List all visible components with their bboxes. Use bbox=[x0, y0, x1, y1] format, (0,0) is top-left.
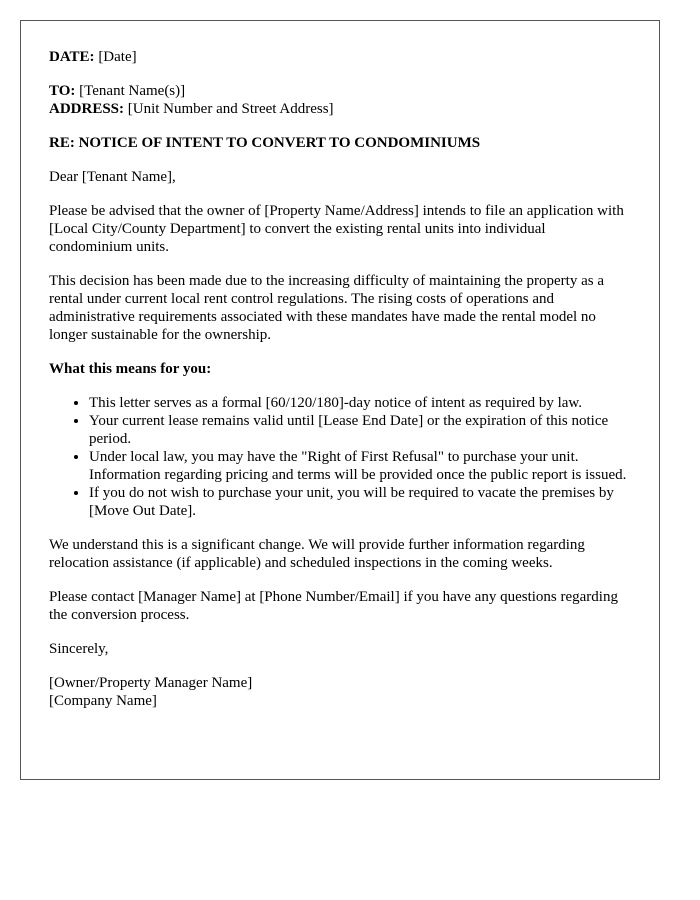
body-paragraph-2: This decision has been made due to the increasing difficulty of maintaining the property as a rental under current local rent control regulations. The rising costs of operations and administrative requirements associated with these mandates have made the rental model no longer sustainable for the ownership. bbox=[49, 273, 604, 343]
closing-paragraph-2: Please contact [Manager Name] at [Phone Number/Email] if you have any questions regarding the conversion process. bbox=[49, 589, 618, 623]
date-value: [Date] bbox=[98, 49, 137, 65]
section-heading: What this means for you: bbox=[49, 361, 212, 377]
letter-page bbox=[20, 20, 660, 780]
body-paragraph-1: Please be advised that the owner of [Property Name/Address] intends to file an application with [Local City/County Department] to convert the existing rental units into individual condominium units. bbox=[49, 203, 624, 255]
list-item: • If you do not wish to purchase your unit, you will be required to vacate the premises by [Move Out Date]. bbox=[89, 484, 631, 520]
to-value: [Tenant Name(s)] bbox=[79, 83, 186, 99]
date-label: DATE: bbox=[49, 49, 95, 65]
signoff: Sincerely, bbox=[49, 641, 109, 657]
to-line bbox=[49, 82, 631, 100]
subject-line: RE: NOTICE OF INTENT TO CONVERT TO CONDOMINIUMS bbox=[49, 135, 481, 151]
bullet-list bbox=[49, 394, 631, 520]
to-label: TO: bbox=[49, 83, 76, 99]
recipient-block bbox=[49, 82, 631, 118]
signature-block bbox=[49, 674, 631, 710]
closing-paragraph-1: We understand this is a significant change. We will provide further information regarding relocation assistance (if applicable) and scheduled inspections in the coming weeks. bbox=[49, 537, 585, 571]
list-item: • Under local law, you may have the "Right of First Refusal" to purchase your unit. Information regarding pricing and terms will be provided once the public report is issued. bbox=[89, 448, 631, 484]
address-label: ADDRESS: bbox=[49, 101, 125, 117]
date-line bbox=[49, 48, 631, 66]
address-line bbox=[49, 100, 631, 118]
salutation: Dear [Tenant Name], bbox=[49, 169, 176, 185]
list-item: • This letter serves as a formal [60/120/180]-day notice of intent as required by law. bbox=[89, 394, 631, 412]
signature-name: [Owner/Property Manager Name] bbox=[49, 675, 253, 691]
list-item: • Your current lease remains valid until [Lease End Date] or the expiration of this notice period. bbox=[89, 412, 631, 448]
address-value: [Unit Number and Street Address] bbox=[127, 101, 334, 117]
signature-company: [Company Name] bbox=[49, 693, 157, 709]
